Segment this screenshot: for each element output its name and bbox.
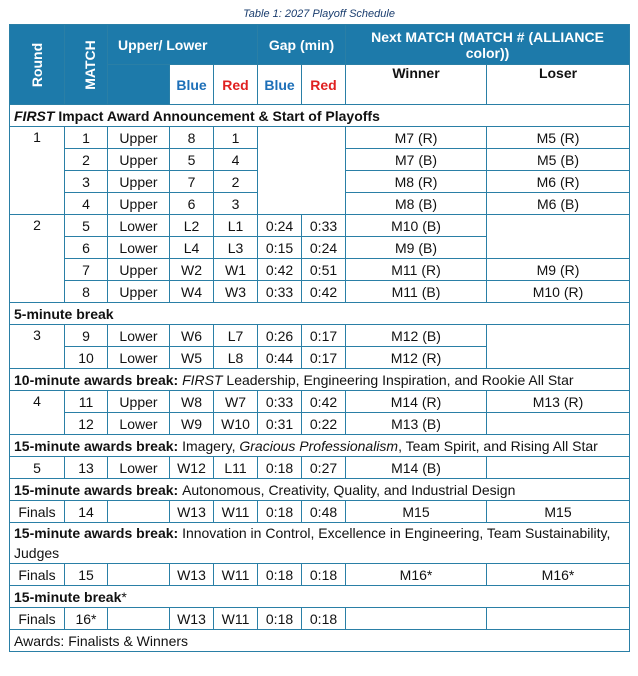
cell-winner: M10 (B) [346, 215, 487, 237]
cell-round: Finals [10, 564, 65, 586]
table-row [10, 413, 630, 435]
cell-gap-red: 0:17 [302, 325, 346, 347]
cell-red: W11 [214, 608, 258, 630]
header-red: Red [214, 65, 258, 105]
cell-gap-blue: 0:33 [258, 281, 302, 303]
cell-winner [346, 608, 487, 630]
cell-loser-empty [487, 457, 630, 479]
table-row [10, 501, 630, 523]
cell-gap-blue: 0:42 [258, 259, 302, 281]
cell-upper-lower [108, 501, 170, 523]
header-next-match: Next MATCH (MATCH # (ALLIANCE color)) [346, 25, 630, 65]
cell-red: W10 [214, 413, 258, 435]
cell-upper-lower: Upper [108, 259, 170, 281]
cell-loser: M9 (R) [487, 259, 630, 281]
cell-match: 9 [65, 325, 108, 347]
cell-gap-blue: 0:18 [258, 608, 302, 630]
cell-red: L3 [214, 237, 258, 259]
cell-blue: W2 [170, 259, 214, 281]
cell-blue: W8 [170, 391, 214, 413]
cell-match: 12 [65, 413, 108, 435]
cell-winner: M12 (B) [346, 325, 487, 347]
cell-loser: M16* [487, 564, 630, 586]
cell-winner: M15 [346, 501, 487, 523]
cell-match: 2 [65, 149, 108, 171]
cell-red: W3 [214, 281, 258, 303]
playoff-schedule-table [9, 24, 630, 652]
section-15-minute-awards-break-1: 15-minute awards break: Imagery, Gracious Professionalism, Team Spirit, and Rising All Star [10, 435, 630, 457]
cell-upper-lower: Lower [108, 237, 170, 259]
cell-blue: W13 [170, 608, 214, 630]
header-round: Round [10, 25, 65, 105]
cell-gap-blue: 0:24 [258, 215, 302, 237]
cell-blue: W5 [170, 347, 214, 369]
cell-blue: 7 [170, 171, 214, 193]
section-15-minute-break: 15-minute break* [10, 586, 630, 608]
cell-round: 1 [10, 127, 65, 215]
table-caption: Table 1: 2027 Playoff Schedule [243, 8, 395, 20]
cell-upper-lower: Lower [108, 215, 170, 237]
cell-upper-lower: Lower [108, 347, 170, 369]
cell-blue: 8 [170, 127, 214, 149]
cell-match: 15 [65, 564, 108, 586]
cell-loser-empty [487, 413, 630, 435]
cell-match: 8 [65, 281, 108, 303]
cell-red: 2 [214, 171, 258, 193]
cell-upper-lower: Lower [108, 413, 170, 435]
header-loser: Loser [487, 65, 630, 105]
cell-match: 6 [65, 237, 108, 259]
cell-gap-red: 0:33 [302, 215, 346, 237]
cell-gap-red: 0:51 [302, 259, 346, 281]
cell-loser: M5 (B) [487, 149, 630, 171]
cell-upper-lower: Upper [108, 193, 170, 215]
cell-gap-red: 0:42 [302, 281, 346, 303]
table-row [10, 391, 630, 413]
table-row [10, 259, 630, 281]
cell-loser: M6 (R) [487, 171, 630, 193]
cell-blue: W4 [170, 281, 214, 303]
cell-gap-red: 0:17 [302, 347, 346, 369]
cell-upper-lower [108, 564, 170, 586]
table-row [10, 215, 630, 237]
cell-blue: W13 [170, 501, 214, 523]
cell-gap-blue: 0:18 [258, 564, 302, 586]
header-gap: Gap (min) [258, 25, 346, 65]
cell-round: Finals [10, 501, 65, 523]
cell-upper-lower: Lower [108, 457, 170, 479]
cell-match: 10 [65, 347, 108, 369]
cell-blue: 5 [170, 149, 214, 171]
cell-gap-blue: 0:31 [258, 413, 302, 435]
cell-gap-red: 0:48 [302, 501, 346, 523]
cell-blue: L4 [170, 237, 214, 259]
section-impact-award: FIRST Impact Award Announcement & Start of Playoffs [10, 105, 630, 127]
section-15-minute-awards-break-2: 15-minute awards break: Autonomous, Creativity, Quality, and Industrial Design [10, 479, 630, 501]
cell-loser: M13 (R) [487, 391, 630, 413]
table-row [10, 127, 630, 149]
cell-gap-red: 0:18 [302, 564, 346, 586]
table-row [10, 457, 630, 479]
table-row [10, 281, 630, 303]
cell-red: W11 [214, 564, 258, 586]
cell-upper-lower: Upper [108, 391, 170, 413]
cell-match: 16* [65, 608, 108, 630]
cell-match: 7 [65, 259, 108, 281]
cell-gap-blue: 0:26 [258, 325, 302, 347]
cell-winner: M7 (B) [346, 149, 487, 171]
cell-red: 4 [214, 149, 258, 171]
cell-winner: M8 (B) [346, 193, 487, 215]
cell-match: 3 [65, 171, 108, 193]
cell-red: L8 [214, 347, 258, 369]
header-spacer [108, 65, 170, 105]
cell-blue: W9 [170, 413, 214, 435]
cell-winner: M11 (B) [346, 281, 487, 303]
header-gap-red: Red [302, 65, 346, 105]
cell-loser-empty [487, 325, 630, 369]
header-winner: Winner [346, 65, 487, 105]
cell-gap-blue: 0:33 [258, 391, 302, 413]
cell-match: 13 [65, 457, 108, 479]
cell-winner: M8 (R) [346, 171, 487, 193]
cell-upper-lower: Upper [108, 281, 170, 303]
cell-gap-red: 0:42 [302, 391, 346, 413]
cell-match: 1 [65, 127, 108, 149]
cell-gap-blue: 0:15 [258, 237, 302, 259]
cell-red: L1 [214, 215, 258, 237]
cell-upper-lower: Lower [108, 325, 170, 347]
table-row [10, 608, 630, 630]
cell-gap-blue: 0:18 [258, 457, 302, 479]
cell-loser: M10 (R) [487, 281, 630, 303]
cell-red: 3 [214, 193, 258, 215]
cell-blue: L2 [170, 215, 214, 237]
cell-winner: M9 (B) [346, 237, 487, 259]
cell-upper-lower: Upper [108, 127, 170, 149]
cell-gap-empty [258, 127, 346, 215]
cell-winner: M12 (R) [346, 347, 487, 369]
cell-blue: W13 [170, 564, 214, 586]
cell-red: W11 [214, 501, 258, 523]
cell-match: 14 [65, 501, 108, 523]
cell-gap-red: 0:24 [302, 237, 346, 259]
cell-match: 4 [65, 193, 108, 215]
section-10-minute-awards-break: 10-minute awards break: FIRST Leadership, Engineering Inspiration, and Rookie All Star [10, 369, 630, 391]
cell-upper-lower: Upper [108, 171, 170, 193]
cell-gap-red: 0:27 [302, 457, 346, 479]
cell-round: 5 [10, 457, 65, 479]
cell-red: L7 [214, 325, 258, 347]
cell-gap-red: 0:18 [302, 608, 346, 630]
cell-loser: M5 (R) [487, 127, 630, 149]
cell-match: 11 [65, 391, 108, 413]
section-5-minute-break: 5-minute break [10, 303, 630, 325]
cell-winner: M11 (R) [346, 259, 487, 281]
table-row [10, 325, 630, 347]
cell-loser: M15 [487, 501, 630, 523]
cell-gap-red: 0:22 [302, 413, 346, 435]
cell-match: 5 [65, 215, 108, 237]
section-footer-awards: Awards: Finalists & Winners [10, 630, 630, 652]
cell-upper-lower [108, 608, 170, 630]
header-match: MATCH [65, 25, 108, 105]
cell-red: W1 [214, 259, 258, 281]
section-15-minute-awards-break-3: 15-minute awards break: Innovation in Control, Excellence in Engineering, Team Sustainability, Judges [10, 523, 630, 564]
cell-upper-lower: Upper [108, 149, 170, 171]
cell-winner: M14 (B) [346, 457, 487, 479]
cell-round: Finals [10, 608, 65, 630]
cell-blue: W12 [170, 457, 214, 479]
cell-blue: W6 [170, 325, 214, 347]
cell-loser-empty [487, 215, 630, 259]
cell-red: 1 [214, 127, 258, 149]
cell-winner: M7 (R) [346, 127, 487, 149]
cell-gap-blue: 0:18 [258, 501, 302, 523]
cell-red: L11 [214, 457, 258, 479]
cell-red: W7 [214, 391, 258, 413]
header-blue: Blue [170, 65, 214, 105]
header-gap-blue: Blue [258, 65, 302, 105]
cell-loser: M6 (B) [487, 193, 630, 215]
cell-winner: M16* [346, 564, 487, 586]
cell-gap-blue: 0:44 [258, 347, 302, 369]
cell-winner: M14 (R) [346, 391, 487, 413]
cell-round: 2 [10, 215, 65, 303]
cell-loser [487, 608, 630, 630]
cell-round: 4 [10, 391, 65, 435]
cell-round: 3 [10, 325, 65, 369]
header-upper-lower: Upper/ Lower [108, 25, 258, 65]
table-row [10, 564, 630, 586]
cell-winner: M13 (B) [346, 413, 487, 435]
cell-blue: 6 [170, 193, 214, 215]
